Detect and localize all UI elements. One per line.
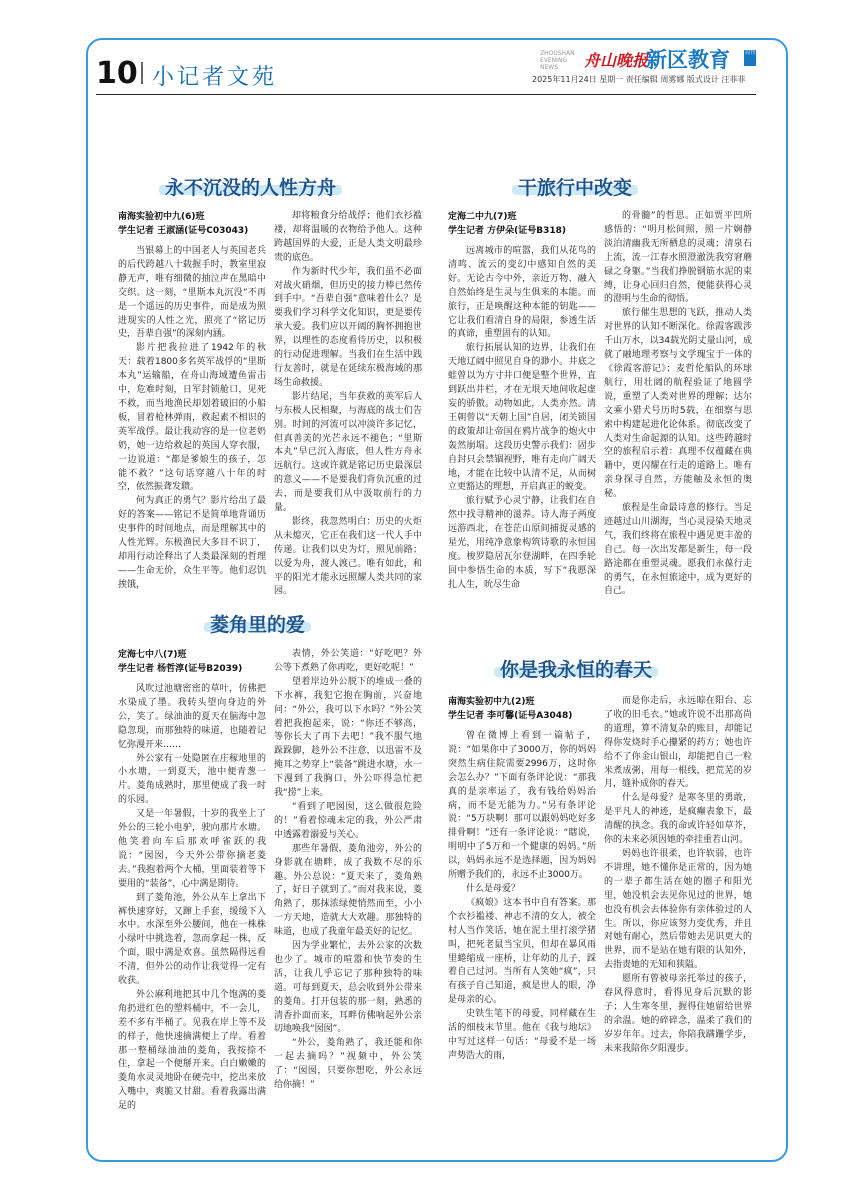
page-number: 10 [96, 56, 138, 91]
reporter-name: 学生记者 方伊朵(证号B318) [448, 226, 567, 236]
paragraph: 外公家有一处隐匿在庄稼地里的小水塘，一到夏天，池中便青葱一片。菱角成熟时，那里便成了我一时的乐园。 [118, 753, 266, 806]
paragraph: “外公，菱角熟了，我还能和你一起去摘吗？”视频中，外公笑了：“囡囡，只要你想吃，外公永远给你摘！” [274, 1038, 422, 1091]
article-body-col1 [448, 730, 596, 1120]
paragraph: 望着岸边外公脱下的堆成一叠的下水裤，我犯它抱在胸前，兴奋地问：“外公，我可以下水吗？”外公笑着把我抱起来，说：“你还不够高，等你长大了再下去吧！”我不服气地跺跺脚，趁外公不注意，以迅雷不及掩耳之势穿上“装备”跳进水塘，水一下漫到了我胸口，外公吓得急忙把我“捞”上来。 [274, 676, 422, 799]
paragraph: 旅程是生命最诗意的修行。当足迹越过山川湖海，当心灵浸染天地灵气，我们终将在旅程中遇见更丰盈的自己。每一次出发都是新生，每一段路途都在重塑灵魂。愿我们永葆行走的勇气，在永恒旅途中，成为更好的自己。 [604, 503, 752, 597]
article-body-col2 [604, 695, 752, 1120]
paragraph: 妈妈也许很柔，也许软弱，也许不讲理，她不懂你是正常的，因为她的一辈子都生活在她的圈子和阳光里，她没机会去见你见过的世界，她也没有机会去体验你有亲体验过的人生。所以，你应该努力变优秀，并且对她有耐心，然后带她去见识更大的世界，而不是站在她有限的认知外，去指责她的无知和狭隘。 [604, 848, 752, 971]
header-rule [96, 94, 756, 95]
paragraph: 《疯娘》这本书中自有答案。那个衣衫褴褛、神志不清的女人，被全村人当作笑话，她在泥土里打滚学猪叫，把死老鼠当宝贝，但却在暴风雨里蜷缩成一座桥，让年幼的儿子，踩着自己过河。当所有人笑她“疯”，只有孩子自己知道，疯是世人的眼，净是母亲的心。 [448, 897, 596, 1006]
paper-logo: 舟山晚报 [584, 51, 649, 70]
article-body-col1 [118, 245, 266, 593]
edition-tag: 周刊 [744, 50, 756, 66]
paragraph: 到了菱角池，外公从车上拿出下裤快速穿好，又蹿上手套，缓缓下入水中。水深至外公腰间，他在一株株小绿叶中挑选着，忽而拿起一株，反个面，眼中满是欢喜。虽然隔得远看不清，但外公的动作让我觉得一定有收获。 [118, 892, 266, 987]
reporter-name: 学生记者 杨哲淳(证号B2039) [118, 664, 243, 674]
article-body-col1 [118, 683, 266, 1127]
article-title: 干旅行中改变 [518, 173, 632, 200]
paragraph: 又是一年暑假，十岁的我坐上了外公的三轮小电驴，驶向那片水塘。他笑着向车后那欢呼雀跃的我说：“囡囡，今天外公带你摘老菱去。”我抱着两个大桶，里面装着等下要用的“装备”，心中满是期待。 [118, 809, 266, 889]
paragraph: 影片结尾，当年获救的英军后人与东极人民相聚，与海底的战士们告别。时间的河流可以冲淡许多记忆，但真善美的光芒永远不褪色；“里斯本丸”早已沉入海底，但人性方舟永远航行。这或许就是铭记历史最深层的意义——不是要我们背负沉重的过去，而是要我们从中汲取前行的力量。 [274, 391, 422, 514]
article-byline [448, 695, 572, 723]
paragraph: 什么是母爱？ [466, 883, 521, 894]
paragraph: 旅行催生思想的飞跃，推动人类对世界的认知不断深化。徐霞客跋涉千山万水，以34载光阴丈量山河，成就了融地理考察与文学瑰宝于一体的《徐霞客游记》；麦哲伦船队的环球航行，用壮阔的航程验证了地圆学说，重塑了人类对世界的理解；达尔文乘小猎犬号历时5载，在细察与思索中构建起进化论体系。彻底改变了人类对生命起源的认知。这些跨越时空的旅程启示着：真理不仅蕴藏在典籍中，更闪耀在行走的道路上。唯有亲身探寻自然，方能触及永恒的奥秘。 [604, 308, 752, 500]
paragraph: 旅行拓展认知的边界，让我们在天地辽阔中照见自身的渺小。井底之蛙曾以为方寸井口便是整个世界，直到跃出井栏，才在无垠天地间收起虚妄的骄傲。动物如此，人类亦然。清王朝曾以“天朝上国”自居，闭关锁国的政策却让帝国在鸦片战争的炮火中轰然崩塌。这段历史警示我们：固步自封只会禁锢视野，唯有走向广阔天地，才能在比较中认清不足，从而树立更豁达的理想，开启真正的蜕变。 [448, 343, 596, 493]
school-class: 南海实验初中九(2)班 [448, 697, 535, 707]
article-byline [118, 648, 242, 676]
school-class: 定海七中八(7)班 [118, 650, 187, 660]
paragraph: 什么是母爱？是寒冬里的勇敢，是平凡人的神迹，是疯癫表象下，最清醒的执念。我的命或许轻如草芥，你的未来必须因她的牵挂重若山河。 [604, 793, 752, 846]
paragraph: 当银幕上的中国老人与英国老兵的后代跨越八十载握手时，教室里寂静无声，唯有细微的抽泣声在黑暗中交织。这一刻，“里斯本丸沉没”不再是一个遥远的历史事件，而是成为照进现实的人性之光，照亮了“铭记历史，吾辈自强”的深刻内涵。 [118, 246, 266, 340]
paragraph: 何为真正的勇气？影片给出了最好的答案——铭记不是简单地背诵历史事件的时间地点，而是理解其中的人性光辉。东极渔民大多目不识丁，却用行动诠释出了人类最深刻的哲理——生命无价，众生平等。他们忍饥挨饿， [118, 496, 266, 590]
article-body-col2 [604, 210, 752, 640]
paragraph: 风吹过池塘密密的草叶，仿佛把水染成了墨。我转头望向身边的外公，笑了。绿油油的夏天在脑海中忽隐忽现，而那独特的味道，也随着记忆弥漫开来…… [118, 684, 266, 750]
paper-english-name: ZHOUSHAN EVENING NEWS [540, 50, 575, 71]
article-title: 菱角里的爱 [210, 610, 305, 637]
paragraph: 表情，外公笑道：“好吃吧？外公等下煮熟了你再吃，更好吃呢！” [274, 649, 422, 673]
section-title: 小记者文苑 [152, 65, 278, 90]
article-byline [118, 210, 248, 238]
paragraph: 而是你走后，永远晾在阳台、忘了收的旧毛衣。”她或许说不出那高尚的道理，算不清复杂的账目，却能记得你发烧时手心攥紧的药方；她也许给不了你金山银山，却能把自己一粒米煮成粥，用每一根线，把荒芜的岁月，缝补成你的春天。 [604, 696, 752, 790]
paragraph: 却将粮食分给战俘；他们衣衫褴褛，却将温暖的衣物给予他人。这种跨越国界的大爱，正是人类文明最珍贵的底色。 [274, 211, 422, 263]
paragraph: 那些年暑假，菱角池旁，外公的身影就在塘畔，成了我数不尽的乐趣。外公总说：“夏天来了，菱角熟了，好日子就到了。”而对我来说，菱角熟了，那抹浓绿便悄然而至，小小一方天地，造就大大欢趣。那独特的味道，也成了我童年最美好的记忆。 [274, 843, 422, 938]
paragraph: 愿所有曾被母亲托举过的孩子，春风得意时，看得见身后沉默的影子；人生寒冬里，握得住她留给世界的余温。她的碎碎念，温柔了我们的岁岁年年。过去，你陪我蹒跚学步，未来我陪你夕阳漫步。 [604, 974, 752, 1054]
paragraph: 作为新时代少年，我们虽不必面对战火硝烟，但历史的接力棒已然传到手中。“吾辈自强”意味着什么？是要我们学习科学文化知识，更是要传承大爱。我们应以开阔的胸怀拥抱世界，以理性的态度看待历史，以积极的行动促进理解。当我们在生活中践行友善时，就是在延续东极海域的那场生命救援。 [274, 266, 422, 388]
reporter-name: 学生记者 李可馨(证号A3048) [448, 711, 573, 721]
paragraph: 外公麻利地把其中几个饱满的菱角扔进红色的塑料桶中，不一会儿，差不多有半桶了。见我在岸上等不及的样子，他快速摘满便上了岸。看着那一整桶绿油油的菱角，我按捺不住，拿起一个便掰开来。白白嫩嫩的菱角水灵灵地卧在硬壳中，挖出来放入嘴中，爽脆又甘甜。看着我露出满足的 [118, 989, 266, 1112]
paragraph: 曾在微博上看到一篇帖子，说：“如果你中了3000万，你的妈妈突然生病住院需要2996万，这时你会怎么办？”下面有条评论说：“那我真的是亲率运了，我有钱给妈妈治病，而不是无能为力。”另有条评论说：“5万块啊！那可以跟妈妈吃好多排骨啊！”还有一条评论说：“瞎说，明明中了5万和一个健康的妈妈。”所以，妈妈永远不是选择题，因为妈妈所赠予我们的，永远不止3000万。 [448, 731, 596, 881]
article-title: 你是我永恒的春天 [500, 655, 652, 682]
paragraph: 史铁生笔下的母爱，同样藏在生活的细枝末节里。他在《我与地坛》中写过这样一句话：“母爱不是一场声势浩大的雨， [448, 1009, 596, 1061]
paragraph: 的骨髓”的哲思。正如贾平凹所感悟的：“明月松间照，照一片娴静淡泊清幽我无所栖息的灵魂；清泉石上流，流一江春水照澄澈洗我穷窘蘑碌之身躯。”当我们挣脱钢筋水泥的束缚，让身心回归自然，便能获得心灵的澄明与生命的彻悟。 [604, 211, 752, 305]
article-title: 永不沉没的人性方舟 [165, 173, 336, 200]
paragraph: 影片把我拉进了1942年的秋天：载着1800多名英军战俘的“里斯本丸”运输船，在舟山海域遭鱼雷击中，危难时刻，日军封锁舱口，见死不救，而当地渔民却划着破旧的小船板，冒着枪林弹雨，救起素不相识的英军战俘。最让我动容的是一位老奶奶，她一边给救起的英国人穿衣服，一边说道：“都是爹娘生的孩子，怎能不救？”这句话穿越八十年的时空，依然振聋发聩。 [118, 343, 266, 493]
paragraph: 影终，我忽然明白：历史的火炬从未熄灭，它正在我们这一代人手中传递。让我们以史为灯，照见前路；以爱为舟，渡人渡己。唯有如此，和平的阳光才能永远照耀人类共同的家园。 [274, 516, 422, 597]
school-class: 定海二中九(7)班 [448, 212, 517, 222]
article-body-col2 [274, 210, 422, 597]
header-divider [141, 62, 143, 84]
paragraph: 因为学业繁忙，去外公家的次数也少了。城市的喧嚣和快节奏的生活，让我几乎忘记了那种独特的味道。可每到夏天，总会收到外公带来的菱角。打开包装的那一刻，熟悉的清香扑面而来，耳畔仿佛响起外公亲切地唤我“囡囡”。 [274, 941, 422, 1035]
article-byline [448, 210, 566, 238]
reporter-name: 学生记者 王淑涵(证号C03043) [118, 226, 249, 236]
paragraph: 旅行赋予心灵宁静，让我们在自然中找寻精神的滋养。诗人海子两度远游西北，在苍茫山原间捕捉灵感的星光，用纯净意象构筑诗歌的永恒国度。梭罗隐居瓦尔登湖畔，在四季轮回中参悟生命的本质，写下“我愿深扎人生，吮尽生命 [448, 496, 596, 590]
article-body-col1 [448, 245, 596, 633]
edition-title: 新区教育 [646, 48, 730, 72]
paragraph: 远离城市的喧嚣，我们从花鸟的清鸣、流云的变幻中感知自然的美好。无论古今中外，亲近万物、融入自然始终是生灵与生俱来的本能。而旅行，正是唤醒这种本能的钥匙——它让我们看清自身的局限，参透生活的真谛，重塑固有的认知。 [448, 246, 596, 340]
paragraph: “看到了吧囡囡，这么做很危险的！”看着惊魂未定的我，外公严肃中透露着溺爱与关心。 [274, 801, 422, 840]
school-class: 南海实验初中九(6)班 [118, 212, 205, 222]
article-body-col2 [274, 648, 422, 1118]
edition-info: 2025年11月24日 星期一 责任编辑 周雾娜 版式设计 汪菲菲 [532, 75, 746, 84]
